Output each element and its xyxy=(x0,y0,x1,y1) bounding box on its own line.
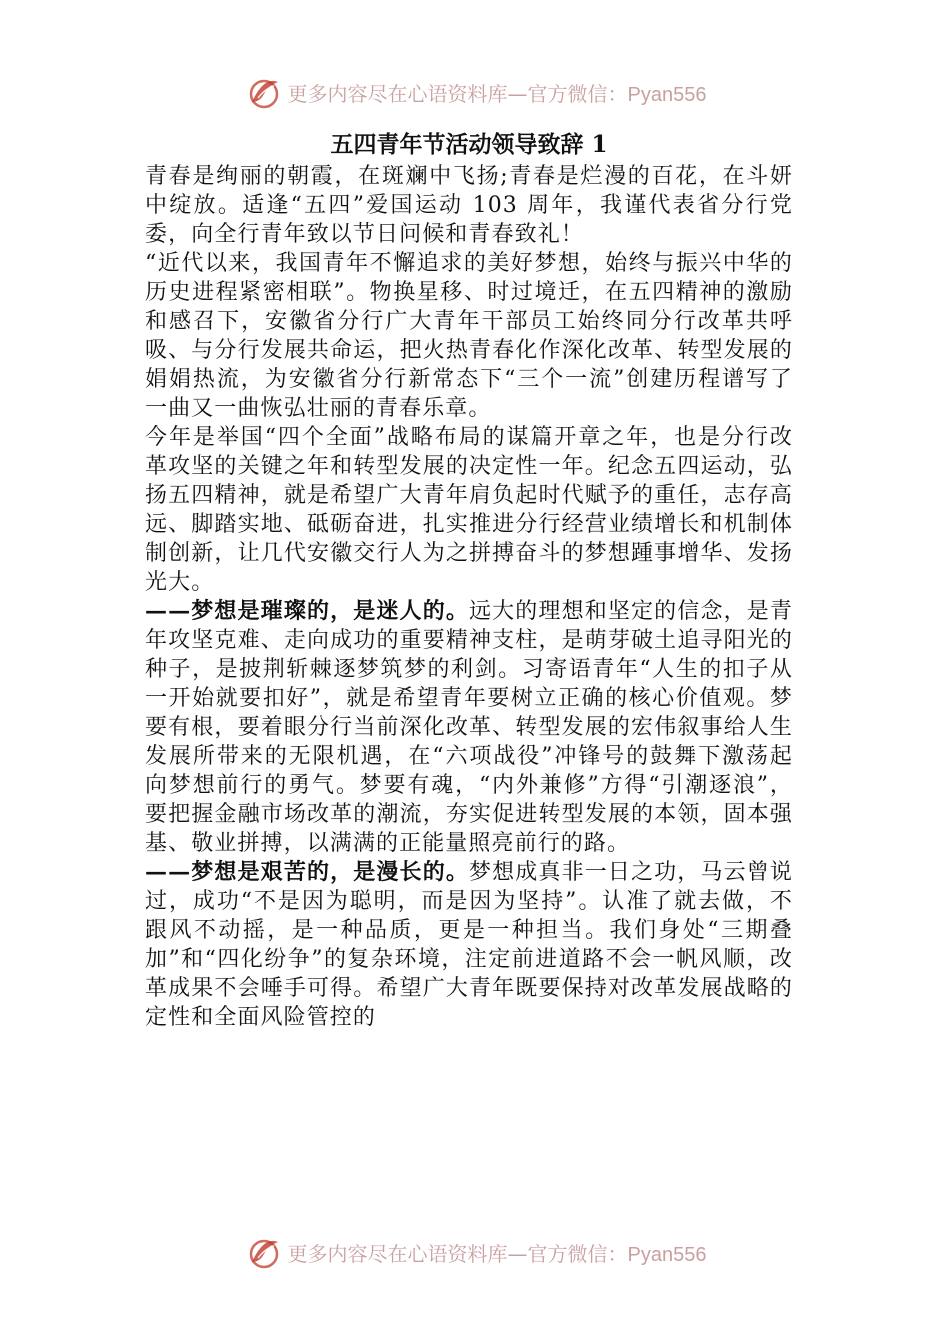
paragraph-text: 青春是绚丽的朝霞，在斑斓中飞扬;青春是烂漫的百花，在斗妍中绽放。适逢“五四”爱国运动 103 周年，我谨代表省分行党委，向全行青年致以节日问候和青春致礼！ xyxy=(145,164,793,247)
logo-icon xyxy=(244,1232,284,1272)
footer-watermark xyxy=(0,1232,950,1272)
paragraph-3 xyxy=(145,423,793,597)
paragraph-lead: ——梦想是璀璨的，是迷人的。 xyxy=(145,598,469,624)
watermark-text: 更多内容尽在心语资料库—官方微信：Pyan556 xyxy=(287,81,707,106)
paragraph-2 xyxy=(145,249,793,423)
paragraph-text: 梦想成真非一日之功，马云曾说过，成功“不是因为聪明，而是因为坚持”。认准了就去做，不跟风不动摇，是一种品质，更是一种担当。我们身处“三期叠加”和“四化纷争”的复杂环境，注定前进道路不会一帆风顺，改革成果不会唾手可得。希望广大青年既要保持对改革发展战略的定性和全面风险管控的 xyxy=(145,860,793,1030)
paragraph-text: 今年是举国“四个全面”战略布局的谋篇开章之年，也是分行改革攻坚的关键之年和转型发展的决定性一年。纪念五四运动，弘扬五四精神，就是希望广大青年肩负起时代赋予的重任，志存高远、脚踏实地、砥砺奋进，扎实推进分行经营业绩增长和机制体制创新，让几代安徽交行人为之拼搏奋斗的梦想踵事增华、发扬光大。 xyxy=(145,425,793,595)
document-body xyxy=(145,128,793,1032)
paragraph-text: 远大的理想和坚定的信念，是青年攻坚克难、走向成功的重要精神支柱，是萌芽破土追寻阳光的种子，是披荆斩棘逐梦筑梦的利剑。习寄语青年“人生的扣子从一开始就要扣好”，就是希望青年要树立正确的核心价值观。梦要有根，要着眼分行当前深化改革、转型发展的宏伟叙事给人生发展所带来的无限机遇，在“六项战役”冲锋号的鼓舞下激荡起向梦想前行的勇气。梦要有魂，“内外兼修”方得“引潮逐浪”，要把握金融市场改革的潮流，夯实促进转型发展的本领，固本强基、敬业拼搏，以满满的正能量照亮前行的路。 xyxy=(145,599,793,856)
header-watermark xyxy=(0,72,950,112)
document-title: 五四青年节活动领导致辞 1 xyxy=(330,131,608,158)
paragraph-lead: ——梦想是艰苦的，是漫长的。 xyxy=(145,859,469,885)
watermark-text: 更多内容尽在心语资料库—官方微信：Pyan556 xyxy=(287,1241,707,1266)
paragraph-1 xyxy=(145,162,793,249)
logo-icon xyxy=(244,72,284,112)
paragraph-5 xyxy=(145,858,793,1032)
paragraph-text: “近代以来，我国青年不懈追求的美好梦想，始终与振兴中华的历史进程紧密相联”。物换星移、时过境迁，在五四精神的激励和感召下，安徽省分行广大青年干部员工始终同分行改革共呼吸、与分行发展共命运，把火热青春化作深化改革、转型发展的娟娟热流，为安徽省分行新常态下“三个一流”创建历程谱写了一曲又一曲恢弘壮丽的青春乐章。 xyxy=(145,251,793,421)
paragraph-4 xyxy=(145,597,793,858)
